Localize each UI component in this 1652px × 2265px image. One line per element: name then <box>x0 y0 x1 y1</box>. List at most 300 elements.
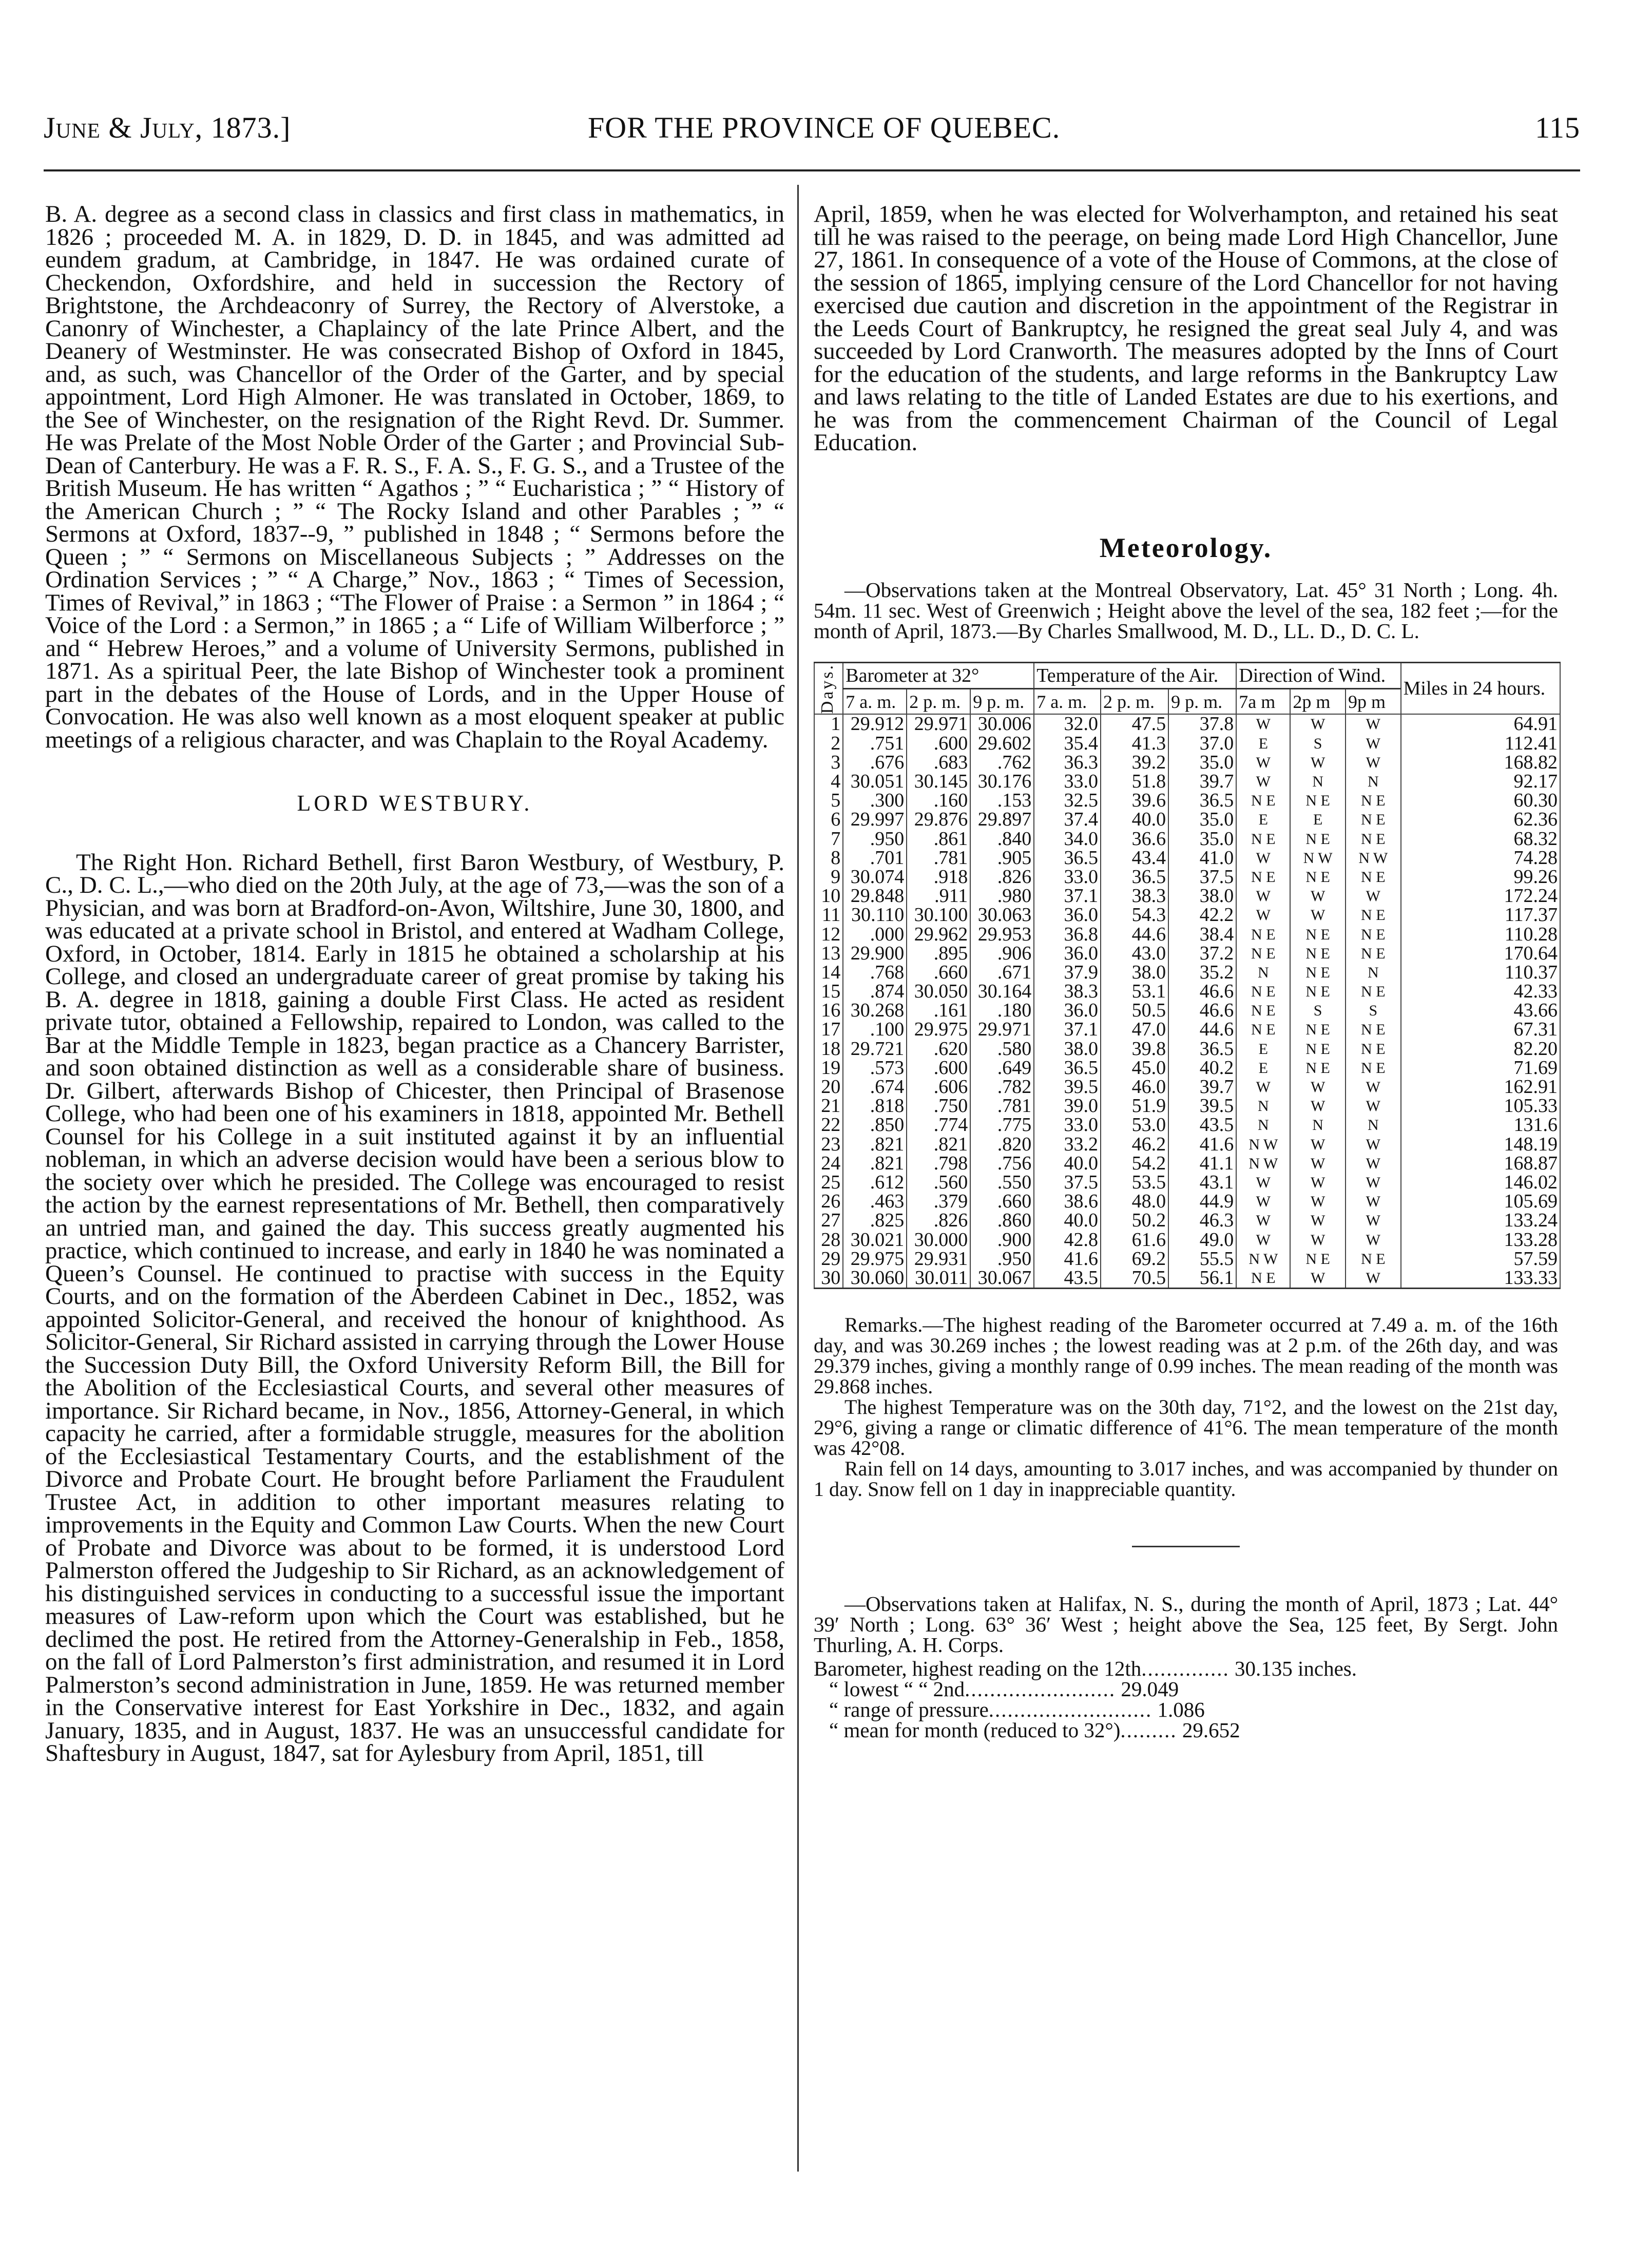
table-row <box>814 1173 1560 1192</box>
table-row <box>814 810 1560 829</box>
cell-wind-2pm: W <box>1290 906 1346 925</box>
cell-temp-7am: 37.1 <box>1034 1020 1101 1039</box>
cell-wind-2pm: W <box>1290 1211 1346 1230</box>
cell-baro-9pm: 29.971 <box>970 1020 1034 1039</box>
cell-baro-2pm: .918 <box>907 868 970 887</box>
cell-baro-9pm: .762 <box>970 753 1034 772</box>
cell-temp-9pm: 38.4 <box>1168 925 1236 944</box>
cell-baro-7am: 30.110 <box>843 906 907 925</box>
cell-baro-9pm: .980 <box>970 887 1034 906</box>
cell-wind-7am: W <box>1236 753 1290 772</box>
cell-temp-2pm: 48.0 <box>1101 1192 1168 1211</box>
cell-temp-7am: 39.5 <box>1034 1078 1101 1097</box>
cell-baro-7am: .950 <box>843 830 907 849</box>
cell-wind-7am: W <box>1236 906 1290 925</box>
cell-baro-2pm: 29.931 <box>907 1250 970 1269</box>
cell-wind-9pm: W <box>1346 1173 1401 1192</box>
cell-temp-9pm: 55.5 <box>1168 1250 1236 1269</box>
cell-temp-9pm: 39.7 <box>1168 772 1236 791</box>
cell-baro-7am: 30.021 <box>843 1230 907 1249</box>
cell-temp-9pm: 41.1 <box>1168 1154 1236 1173</box>
cell-baro-7am: 30.060 <box>843 1269 907 1289</box>
cell-wind-2pm: N E <box>1290 944 1346 963</box>
cell-temp-7am: 36.0 <box>1034 944 1101 963</box>
remarks-block <box>814 1315 1558 1500</box>
cell-day: 28 <box>814 1230 843 1249</box>
cell-baro-2pm: 29.876 <box>907 810 970 829</box>
cell-baro-9pm: 30.176 <box>970 772 1034 791</box>
remarks-temperature: The highest Temperature was on the 30th day, 71°2, and the lowest on the 21st day, 29°6, giving a range or climatic difference of 41°6. The mean temperature of the month was 42°08. <box>814 1395 1558 1460</box>
cell-baro-9pm: .905 <box>970 849 1034 868</box>
left-column <box>45 203 784 1765</box>
cell-temp-9pm: 36.5 <box>1168 1040 1236 1059</box>
cell-baro-7am: .612 <box>843 1173 907 1192</box>
cell-day: 27 <box>814 1211 843 1230</box>
cell-wind-7am: N E <box>1236 791 1290 810</box>
westbury-obituary-text: The Right Hon. Richard Bethell, first Baron Westbury, of Westbury, P. C., D. C. L.,—who died on the 20th July, at the age of 73,—was the son of a Physician, and was born at Bradford-on-Avon, Wiltshire, June 30, 1800, and was educated at a private school in Bristol, and entered at Wadham College, Oxford, in October, 1814. Early in 1815 he obtained a scholarship at his College, and closed an undergraduate career of great promise by taking his B. A. degree in 1818, gaining a double First Class. He acted as resident private tutor, obtained a Fellowship, repaired to London, was called to the Bar at the Middle Temple in 1823, began practice as a Chancery Barrister, and soon obtained distinction as well as a considerable share of business. Dr. Gilbert, afterwards Bishop of Chicester, then Principal of Brasenose College, who had been one of his examiners in 1818, appointed Mr. Bethell Counsel for his College in a suit instituted against it by an influential nobleman, in which an adverse decision would have been a serious blow to the society over which he presided. The College was encouraged to resist the action by the earnest representations of Mr. Bethell, then comparatively an untried man, and gained the day. This success greatly augmented his practice, which continued to increase, and early in 1840 he was nominated a Queen’s Counsel. He continued to practise with success in the Equity Courts, and on the formation of the Aberdeen Cabinet in Dec., 1852, was appointed Solicitor-General, and received the honour of knighthood. As Solicitor-General, Sir Richard assisted in carrying through the Lower House the Succession Duty Bill, the Oxford University Reform Bill, the Bill for the Abolition of the Ecclesiastical Courts, and several other measures of importance. Sir Richard became, in Nov., 1856, Attorney-General, in which capacity he carried, after a formidable struggle, measures for the abolition of the Ecclesiastical Testamentary Courts, and the establishment of the Divorce and Probate Court. He brought before Parliament the Fraudulent Trustee Act, in addition to other important measures relating to improvements in the Equity and Common Law Courts. When the new Court of Probate and Divorce was about to be formed, it is understood Lord Palmerston offered the Judgeship to Sir Richard, as an acknowledgement of his distinguished services in conducting to a successful issue the important measures of Law-reform upon which the Court was established, but he declimed the post. He retired from the Attorney-Generalship in Feb., 1858, on the fall of Lord Palmerston’s first administration, and resumed it in Lord Palmerston’s second administration in June, 1859. He was returned member in the Conservative interest for East Yorkshire in Dec., 1832, and again January, 1835, and in August, 1837. He was an unsuccessful candidate for Shaftesbury in August, 1847, sat for Aylesbury from April, 1851, till <box>45 849 784 1767</box>
cell-temp-9pm: 35.2 <box>1168 963 1236 982</box>
cell-miles: 68.32 <box>1401 830 1560 849</box>
halifax-reading-label: Barometer, highest reading on the 12th <box>814 1657 1142 1681</box>
cell-wind-9pm: N <box>1346 1116 1401 1135</box>
cell-temp-2pm: 50.5 <box>1101 1001 1168 1020</box>
cell-baro-9pm: .826 <box>970 868 1034 887</box>
cell-temp-2pm: 43.0 <box>1101 944 1168 963</box>
cell-temp-2pm: 53.0 <box>1101 1116 1168 1135</box>
montreal-observations-intro: —Observations taken at the Montreal Observatory, Lat. 45° 31 North ; Long. 4h. 54m. 11 sec. West of Greenwich ; Height above the level of the sea, 182 feet ;—for the month of April, 1873.—By Charles Smallwood, M. D., LL. D., D. C. L. <box>814 578 1558 643</box>
cell-baro-2pm: 29.971 <box>907 714 970 734</box>
cell-day: 12 <box>814 925 843 944</box>
barometer-header: Barometer at 32° <box>843 663 1034 689</box>
cell-temp-7am: 33.2 <box>1034 1135 1101 1154</box>
cell-baro-7am: .768 <box>843 963 907 982</box>
cell-baro-2pm: .826 <box>907 1211 970 1230</box>
cell-day: 22 <box>814 1116 843 1135</box>
cell-baro-9pm: .781 <box>970 1097 1034 1116</box>
cell-baro-2pm: .911 <box>907 887 970 906</box>
cell-miles: 133.24 <box>1401 1211 1560 1230</box>
cell-wind-9pm: W <box>1346 734 1401 753</box>
sub-header: 9 p. m. <box>970 688 1034 714</box>
cell-wind-7am: E <box>1236 1040 1290 1059</box>
cell-baro-7am: .000 <box>843 925 907 944</box>
cell-day: 13 <box>814 944 843 963</box>
cell-wind-7am: E <box>1236 734 1290 753</box>
cell-baro-9pm: .906 <box>970 944 1034 963</box>
cell-baro-7am: .463 <box>843 1192 907 1211</box>
cell-wind-2pm: N E <box>1290 791 1346 810</box>
cell-temp-9pm: 43.1 <box>1168 1173 1236 1192</box>
weather-table-body <box>814 714 1560 1288</box>
cell-miles: 57.59 <box>1401 1250 1560 1269</box>
cell-wind-7am: N W <box>1236 1135 1290 1154</box>
cell-temp-2pm: 41.3 <box>1101 734 1168 753</box>
cell-wind-9pm: W <box>1346 1097 1401 1116</box>
cell-temp-7am: 40.0 <box>1034 1154 1101 1173</box>
cell-wind-2pm: W <box>1290 1097 1346 1116</box>
cell-day: 20 <box>814 1078 843 1097</box>
cell-baro-9pm: 29.953 <box>970 925 1034 944</box>
cell-day: 17 <box>814 1020 843 1039</box>
cell-day: 10 <box>814 887 843 906</box>
cell-wind-7am: E <box>1236 1059 1290 1078</box>
cell-miles: 60.30 <box>1401 791 1560 810</box>
halifax-readings <box>814 1658 1558 1740</box>
remarks-barometer: Remarks.—The highest reading of the Barometer occurred at 7.49 a. m. of the 16th day, and was 30.269 inches ; the lowest reading was at 2 p.m. of the 26th day, and was 29.379 inches, giving a monthly range of 0.99 inches. The mean reading of the month was 29.868 inches. <box>814 1313 1558 1398</box>
right-column <box>814 203 1558 1740</box>
page-number: 115 <box>1535 111 1580 144</box>
table-row <box>814 1269 1560 1289</box>
running-head-date: June & July, 1873.] <box>44 111 291 144</box>
cell-baro-2pm: .750 <box>907 1097 970 1116</box>
cell-temp-2pm: 39.6 <box>1101 791 1168 810</box>
cell-baro-2pm: 30.145 <box>907 772 970 791</box>
cell-wind-2pm: N E <box>1290 1059 1346 1078</box>
cell-temp-7am: 41.6 <box>1034 1250 1101 1269</box>
cell-miles: 162.91 <box>1401 1078 1560 1097</box>
cell-temp-2pm: 61.6 <box>1101 1230 1168 1249</box>
cell-day: 9 <box>814 868 843 887</box>
cell-day: 11 <box>814 906 843 925</box>
cell-wind-7am: N E <box>1236 944 1290 963</box>
cell-wind-7am: N E <box>1236 1001 1290 1020</box>
cell-temp-7am: 37.4 <box>1034 810 1101 829</box>
cell-wind-9pm: W <box>1346 714 1401 734</box>
cell-temp-7am: 36.3 <box>1034 753 1101 772</box>
cell-wind-9pm: N E <box>1346 944 1401 963</box>
cell-temp-9pm: 37.5 <box>1168 868 1236 887</box>
halifax-observations <box>814 1594 1558 1740</box>
sub-header: 2 p. m. <box>907 688 970 714</box>
halifax-reading-value: 1.086 <box>1157 1698 1205 1722</box>
cell-miles: 92.17 <box>1401 772 1560 791</box>
cell-temp-7am: 43.5 <box>1034 1269 1101 1289</box>
cell-day: 4 <box>814 772 843 791</box>
cell-wind-7am: N E <box>1236 925 1290 944</box>
cell-baro-7am: 29.900 <box>843 944 907 963</box>
cell-baro-7am: .674 <box>843 1078 907 1097</box>
section-title-westbury: LORD WESTBURY. <box>297 791 533 816</box>
cell-wind-2pm: W <box>1290 1192 1346 1211</box>
cell-wind-2pm: N E <box>1290 982 1346 1001</box>
cell-temp-2pm: 39.2 <box>1101 753 1168 772</box>
halifax-reading-label: “ lowest “ “ 2nd <box>829 1677 965 1701</box>
cell-baro-7am: .850 <box>843 1116 907 1135</box>
cell-wind-2pm: E <box>1290 810 1346 829</box>
sub-header: 2 p. m. <box>1101 688 1168 714</box>
meteorology-title: Meteorology. <box>1099 532 1273 563</box>
cell-day: 3 <box>814 753 843 772</box>
cell-baro-9pm: .820 <box>970 1135 1034 1154</box>
sub-header: 9p m <box>1346 688 1401 714</box>
cell-baro-9pm: .550 <box>970 1173 1034 1192</box>
cell-wind-9pm: N E <box>1346 830 1401 849</box>
cell-baro-7am: .701 <box>843 849 907 868</box>
cell-wind-2pm: W <box>1290 887 1346 906</box>
cell-baro-2pm: .861 <box>907 830 970 849</box>
cell-wind-9pm: W <box>1346 1192 1401 1211</box>
column-divider <box>797 185 799 2172</box>
cell-wind-9pm: N E <box>1346 982 1401 1001</box>
cell-baro-2pm: .774 <box>907 1116 970 1135</box>
cell-temp-9pm: 35.0 <box>1168 830 1236 849</box>
cell-miles: 117.37 <box>1401 906 1560 925</box>
cell-temp-7am: 32.5 <box>1034 791 1101 810</box>
cell-day: 8 <box>814 849 843 868</box>
cell-temp-7am: 40.0 <box>1034 1211 1101 1230</box>
sub-header: 7 a. m. <box>1034 688 1101 714</box>
cell-wind-9pm: N E <box>1346 810 1401 829</box>
cell-temp-9pm: 37.8 <box>1168 714 1236 734</box>
cell-miles: 170.64 <box>1401 944 1560 963</box>
cell-baro-2pm: 29.975 <box>907 1020 970 1039</box>
cell-baro-7am: .874 <box>843 982 907 1001</box>
cell-miles: 105.33 <box>1401 1097 1560 1116</box>
halifax-reading-value: 29.049 <box>1121 1677 1179 1701</box>
cell-baro-9pm: .180 <box>970 1001 1034 1020</box>
cell-miles: 74.28 <box>1401 849 1560 868</box>
cell-wind-7am: W <box>1236 887 1290 906</box>
cell-baro-7am: 30.074 <box>843 868 907 887</box>
cell-temp-2pm: 50.2 <box>1101 1211 1168 1230</box>
cell-temp-7am: 38.3 <box>1034 982 1101 1001</box>
cell-baro-9pm: .860 <box>970 1211 1034 1230</box>
cell-miles: 67.31 <box>1401 1020 1560 1039</box>
cell-temp-2pm: 70.5 <box>1101 1269 1168 1289</box>
cell-day: 29 <box>814 1250 843 1269</box>
wind-direction-header: Direction of Wind. <box>1236 663 1400 689</box>
cell-baro-7am: 29.997 <box>843 810 907 829</box>
cell-baro-9pm: 30.006 <box>970 714 1034 734</box>
cell-wind-9pm: S <box>1346 1001 1401 1020</box>
cell-wind-9pm: W <box>1346 1269 1401 1289</box>
running-head <box>44 110 1580 151</box>
cell-temp-9pm: 39.5 <box>1168 1097 1236 1116</box>
cell-temp-9pm: 41.6 <box>1168 1135 1236 1154</box>
cell-wind-7am: N E <box>1236 830 1290 849</box>
cell-baro-9pm: 29.897 <box>970 810 1034 829</box>
cell-temp-9pm: 44.6 <box>1168 1020 1236 1039</box>
cell-temp-9pm: 41.0 <box>1168 849 1236 868</box>
cell-temp-2pm: 44.6 <box>1101 925 1168 944</box>
cell-baro-2pm: 30.100 <box>907 906 970 925</box>
cell-wind-2pm: N <box>1290 1116 1346 1135</box>
cell-baro-2pm: .821 <box>907 1135 970 1154</box>
cell-temp-2pm: 36.6 <box>1101 830 1168 849</box>
cell-temp-7am: 33.0 <box>1034 1116 1101 1135</box>
table-row <box>814 963 1560 982</box>
cell-temp-2pm: 54.3 <box>1101 906 1168 925</box>
cell-temp-7am: 37.5 <box>1034 1173 1101 1192</box>
cell-wind-7am: N <box>1236 1097 1290 1116</box>
table-row <box>814 753 1560 772</box>
cell-temp-9pm: 40.2 <box>1168 1059 1236 1078</box>
cell-baro-2pm: 30.011 <box>907 1269 970 1289</box>
cell-temp-9pm: 42.2 <box>1168 906 1236 925</box>
cell-temp-2pm: 45.0 <box>1101 1059 1168 1078</box>
cell-wind-2pm: W <box>1290 714 1346 734</box>
cell-baro-2pm: .798 <box>907 1154 970 1173</box>
cell-temp-7am: 38.6 <box>1034 1192 1101 1211</box>
cell-wind-2pm: W <box>1290 1269 1346 1289</box>
cell-day: 7 <box>814 830 843 849</box>
cell-miles: 71.69 <box>1401 1059 1560 1078</box>
cell-baro-9pm: .782 <box>970 1078 1034 1097</box>
cell-wind-7am: E <box>1236 810 1290 829</box>
cell-wind-7am: W <box>1236 714 1290 734</box>
table-row <box>814 1040 1560 1059</box>
cell-day: 24 <box>814 1154 843 1173</box>
halifax-reading: Barometer, highest reading on the 12th.............. 30.135 inches. <box>814 1657 1357 1681</box>
cell-baro-7am: .100 <box>843 1020 907 1039</box>
cell-temp-7am: 37.1 <box>1034 887 1101 906</box>
table-row <box>814 1250 1560 1269</box>
cell-baro-2pm: .781 <box>907 849 970 868</box>
cell-baro-2pm: 30.000 <box>907 1230 970 1249</box>
table-row <box>814 714 1560 734</box>
table-row <box>814 1001 1560 1020</box>
cell-baro-7am: 30.268 <box>843 1001 907 1020</box>
cell-temp-9pm: 36.5 <box>1168 791 1236 810</box>
cell-temp-9pm: 43.5 <box>1168 1116 1236 1135</box>
cell-miles: 105.69 <box>1401 1192 1560 1211</box>
cell-temp-7am: 32.0 <box>1034 714 1101 734</box>
table-row <box>814 1059 1560 1078</box>
cell-miles: 112.41 <box>1401 734 1560 753</box>
table-row <box>814 982 1560 1001</box>
halifax-reading-label: “ mean for month (reduced to 32°) <box>829 1718 1121 1742</box>
cell-temp-2pm: 38.0 <box>1101 963 1168 982</box>
table-row <box>814 772 1560 791</box>
cell-day: 30 <box>814 1269 843 1289</box>
cell-wind-7am: W <box>1236 849 1290 868</box>
table-row <box>814 1097 1560 1116</box>
cell-miles: 43.66 <box>1401 1001 1560 1020</box>
table-row <box>814 944 1560 963</box>
cell-wind-2pm: N E <box>1290 868 1346 887</box>
cell-wind-9pm: N E <box>1346 906 1401 925</box>
cell-temp-7am: 34.0 <box>1034 830 1101 849</box>
cell-wind-2pm: W <box>1290 1173 1346 1192</box>
cell-wind-2pm: N E <box>1290 925 1346 944</box>
cell-temp-9pm: 44.9 <box>1168 1192 1236 1211</box>
cell-temp-9pm: 46.6 <box>1168 1001 1236 1020</box>
cell-temp-9pm: 39.7 <box>1168 1078 1236 1097</box>
cell-wind-9pm: N E <box>1346 1040 1401 1059</box>
cell-miles: 64.91 <box>1401 714 1560 734</box>
cell-wind-9pm: W <box>1346 1154 1401 1173</box>
cell-wind-9pm: N E <box>1346 925 1401 944</box>
table-row <box>814 830 1560 849</box>
cell-temp-7am: 36.5 <box>1034 849 1101 868</box>
cell-wind-9pm: N <box>1346 772 1401 791</box>
cell-baro-2pm: .683 <box>907 753 970 772</box>
running-head-title: FOR THE PROVINCE OF QUEBEC. <box>588 111 1061 144</box>
westbury-obituary-continued: April, 1859, when he was elected for Wolverhampton, and retained his seat till he was raised to the peerage, on being made Lord High Chancellor, June 27, 1861. In consequence of a vote of the House of Commons, at the close of the session of 1865, implying censure of the Lord Chancellor for not having exercised due caution and discretion in the appointment of the Registrar in the Leeds Court of Bankruptcy, he resigned the great seal July 4, and was succeeded by Lord Cranworth. The measures adopted by the Inns of Court for the education of the students, and large reforms in the Bankruptcy Law and laws relating to the title of Landed Estates are due to his exertions, and he was from the commencement Chairman of the Council of Legal Education. <box>814 201 1558 456</box>
cell-wind-7am: N <box>1236 963 1290 982</box>
cell-wind-2pm: N E <box>1290 1020 1346 1039</box>
cell-temp-2pm: 53.1 <box>1101 982 1168 1001</box>
table-row <box>814 1230 1560 1249</box>
cell-wind-9pm: N E <box>1346 791 1401 810</box>
table-row <box>814 1154 1560 1173</box>
cell-temp-7am: 42.8 <box>1034 1230 1101 1249</box>
cell-temp-9pm: 46.3 <box>1168 1211 1236 1230</box>
cell-miles: 82.20 <box>1401 1040 1560 1059</box>
sub-header: 2p m <box>1290 688 1346 714</box>
table-row <box>814 1192 1560 1211</box>
cell-baro-7am: 29.848 <box>843 887 907 906</box>
cell-temp-9pm: 46.6 <box>1168 982 1236 1001</box>
cell-day: 18 <box>814 1040 843 1059</box>
sub-header: 7a m <box>1236 688 1290 714</box>
table-row <box>814 1211 1560 1230</box>
cell-wind-9pm: W <box>1346 1078 1401 1097</box>
cell-baro-7am: .821 <box>843 1135 907 1154</box>
cell-baro-9pm: .775 <box>970 1116 1034 1135</box>
halifax-intro: —Observations taken at Halifax, N. S., during the month of April, 1873 ; Lat. 44° 39′ North ; Long. 63° 36′ West ; height above the Sea, 125 feet, By Sergt. John Thurling, A. H. Corps. <box>814 1592 1558 1657</box>
cell-miles: 110.37 <box>1401 963 1560 982</box>
halifax-reading: “ mean for month (reduced to 32°)......... 29.652 <box>829 1718 1240 1742</box>
cell-temp-7am: 36.8 <box>1034 925 1101 944</box>
cell-temp-2pm: 46.0 <box>1101 1078 1168 1097</box>
cell-wind-2pm: N E <box>1290 1040 1346 1059</box>
cell-baro-9pm: .950 <box>970 1250 1034 1269</box>
cell-day: 21 <box>814 1097 843 1116</box>
cell-temp-9pm: 49.0 <box>1168 1230 1236 1249</box>
cell-temp-2pm: 51.8 <box>1101 772 1168 791</box>
cell-wind-9pm: N <box>1346 963 1401 982</box>
cell-miles: 172.24 <box>1401 887 1560 906</box>
cell-day: 14 <box>814 963 843 982</box>
cell-miles: 99.26 <box>1401 868 1560 887</box>
cell-temp-7am: 36.0 <box>1034 906 1101 925</box>
halifax-reading-value: 29.652 <box>1182 1718 1240 1742</box>
cell-wind-7am: N <box>1236 1116 1290 1135</box>
cell-wind-9pm: N W <box>1346 849 1401 868</box>
cell-wind-7am: N W <box>1236 1154 1290 1173</box>
cell-baro-9pm: .153 <box>970 791 1034 810</box>
cell-baro-2pm: 30.050 <box>907 982 970 1001</box>
cell-wind-2pm: S <box>1290 1001 1346 1020</box>
cell-baro-7am: 29.912 <box>843 714 907 734</box>
cell-temp-7am: 39.0 <box>1034 1097 1101 1116</box>
cell-miles: 133.28 <box>1401 1230 1560 1249</box>
cell-baro-9pm: 30.067 <box>970 1269 1034 1289</box>
cell-temp-2pm: 47.5 <box>1101 714 1168 734</box>
cell-temp-7am: 33.0 <box>1034 772 1101 791</box>
cell-baro-2pm: .620 <box>907 1040 970 1059</box>
cell-temp-7am: 36.0 <box>1034 1001 1101 1020</box>
cell-wind-2pm: S <box>1290 734 1346 753</box>
cell-baro-9pm: .671 <box>970 963 1034 982</box>
table-row <box>814 734 1560 753</box>
cell-miles: 133.33 <box>1401 1269 1560 1289</box>
cell-day: 5 <box>814 791 843 810</box>
cell-miles: 168.87 <box>1401 1154 1560 1173</box>
cell-baro-2pm: .160 <box>907 791 970 810</box>
cell-baro-7am: .821 <box>843 1154 907 1173</box>
cell-temp-7am: 35.4 <box>1034 734 1101 753</box>
cell-baro-2pm: 29.962 <box>907 925 970 944</box>
cell-temp-9pm: 38.0 <box>1168 887 1236 906</box>
cell-baro-9pm: 30.063 <box>970 906 1034 925</box>
cell-temp-2pm: 69.2 <box>1101 1250 1168 1269</box>
cell-baro-2pm: .606 <box>907 1078 970 1097</box>
cell-baro-7am: .751 <box>843 734 907 753</box>
cell-baro-9pm: .840 <box>970 830 1034 849</box>
cell-baro-9pm: 30.164 <box>970 982 1034 1001</box>
